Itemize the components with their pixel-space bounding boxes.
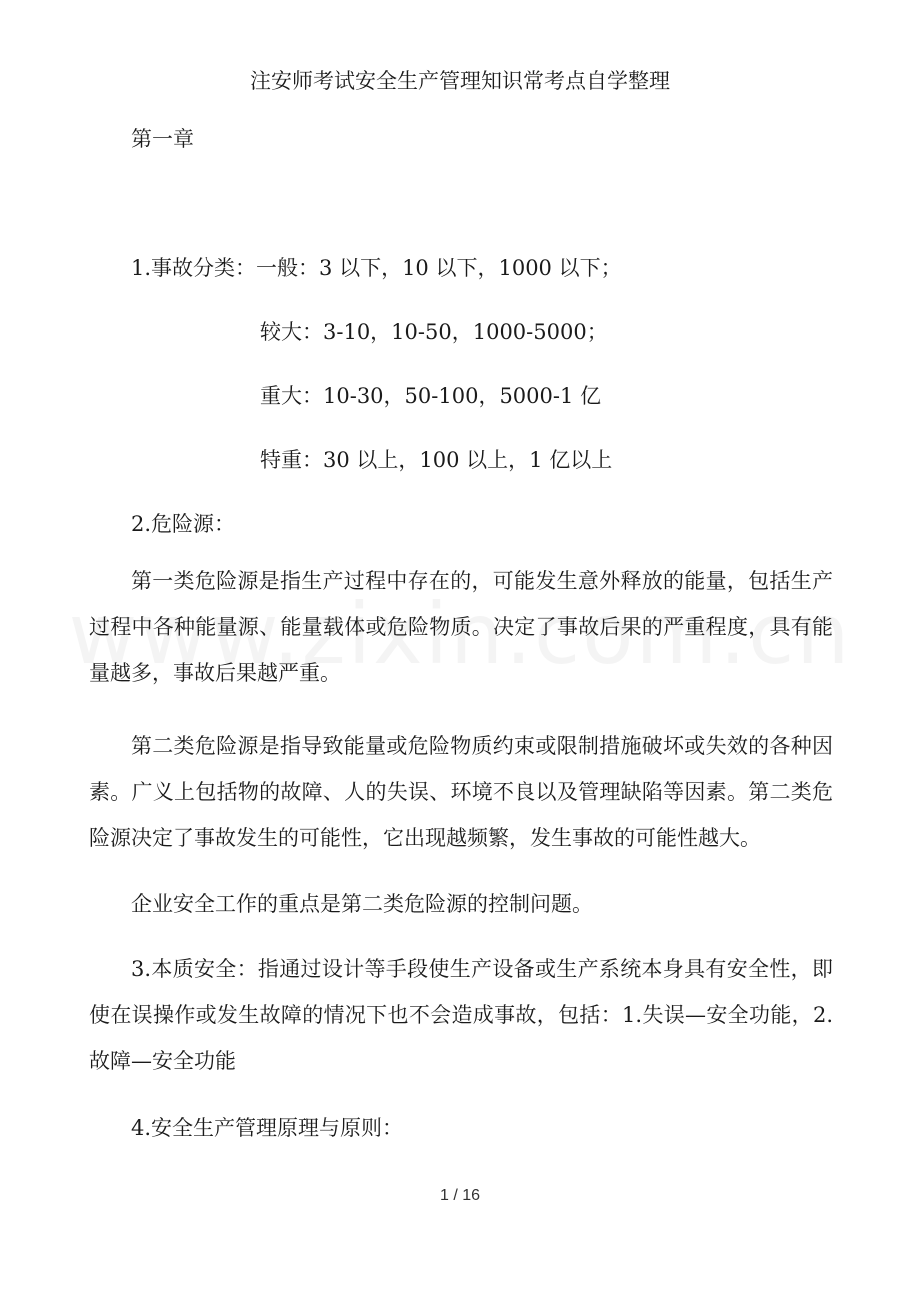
document-title: 注安师考试安全生产管理知识常考点自学整理	[250, 69, 670, 93]
principles-heading: 4.安全生产管理原理与原则：	[131, 1116, 404, 1140]
safety-focus-paragraph: 企业安全工作的重点是第二类危险源的控制问题。	[131, 892, 593, 916]
chapter-heading: 第一章	[131, 127, 194, 151]
page-number: 1 / 16	[439, 1187, 481, 1204]
accident-classification-major: 重大：10-30，50-100，5000-1 亿	[260, 384, 602, 408]
intrinsic-safety-paragraph: 3.本质安全：指通过设计等手段使生产设备或生产系统本身具有安全性，即使在误操作或发生故障的情况下也不会造成事故，包括：1.失误—安全功能，2.故障—安全功能	[89, 957, 833, 1073]
accident-classification-larger: 较大：3-10，10-50，1000-5000；	[260, 320, 608, 344]
second-class-hazard-paragraph: 第二类危险源是指导致能量或危险物质约束或限制措施破坏或失效的各种因素。广义上包括物的故障、人的失误、环境不良以及管理缺陷等因素。第二类危险源决定了事故发生的可能性，它出现越频繁，发生事故的可能性越大。	[89, 734, 833, 850]
first-class-hazard-paragraph: 第一类危险源是指生产过程中存在的，可能发生意外释放的能量，包括生产过程中各种能量源、能量载体或危险物质。决定了事故后果的严重程度，具有能量越多，事故后果越严重。	[89, 569, 833, 685]
accident-classification-general: 1.事故分类：一般：3 以下，10 以下，1000 以下；	[131, 256, 622, 280]
accident-classification-extra: 特重：30 以上，100 以上，1 亿以上	[260, 448, 613, 472]
hazard-heading: 2.危险源：	[131, 512, 236, 536]
